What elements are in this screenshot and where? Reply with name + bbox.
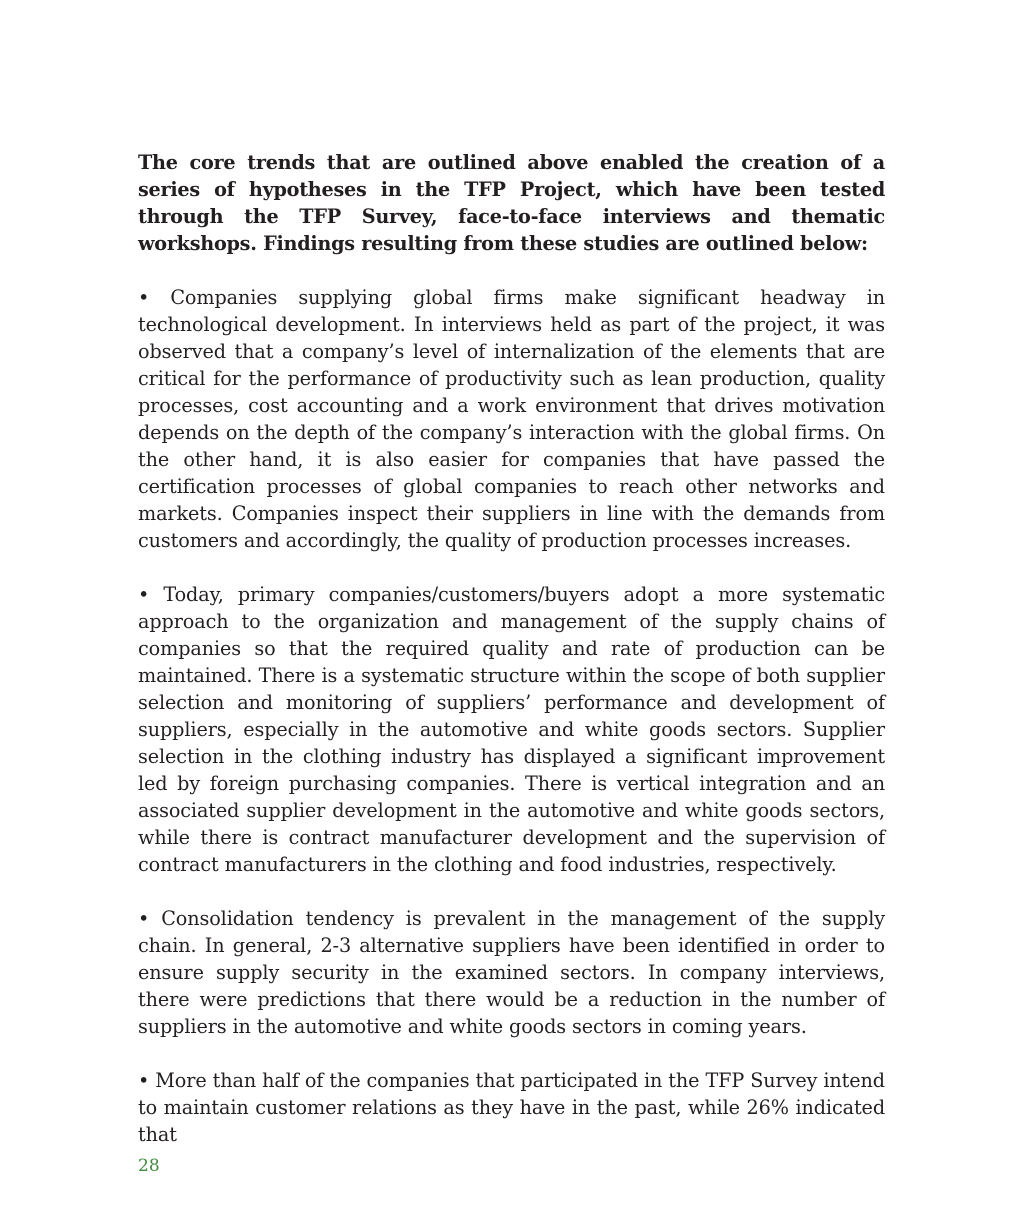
page-number: 28 bbox=[138, 1156, 160, 1176]
bullet-paragraph-consolidation: • Consolidation tendency is prevalent in the management of the supply chain. In general, 2-3 alternative suppliers have been identified in order to ensure supply security in the examined sectors. In company interviews, there were predictions that there would be a reduction in the number of suppliers in the automotive and white goods sectors in coming years. bbox=[138, 907, 885, 1038]
page-body bbox=[138, 149, 885, 1175]
intro-paragraph: The core trends that are outlined above enabled the creation of a series of hypotheses in the TFP Project, which have been tested through the TFP Survey, face-to-face interviews and thematic workshops. Findings resulting from these studies are outlined below: bbox=[138, 151, 885, 255]
bullet-paragraph-global-firms: • Companies supplying global firms make significant headway in technological development. In interviews held as part of the project, it was observed that a company’s level of internalization of the elements that are critical for the performance of productivity such as lean production, quality processes, cost accounting and a work environment that drives motivation depends on the depth of the company’s interaction with the global firms. On the other hand, it is also easier for companies that have passed the certification processes of global companies to reach other networks and markets. Companies inspect their suppliers in line with the demands from customers and accordingly, the quality of production processes increases. bbox=[138, 286, 885, 552]
bullet-paragraph-customer-relations: • More than half of the companies that participated in the TFP Survey intend to maintain customer relations as they have in the past, while 26% indicated that bbox=[138, 1069, 885, 1146]
bullet-paragraph-supply-chain-management: • Today, primary companies/customers/buyers adopt a more systematic approach to the organization and management of the supply chains of companies so that the required quality and rate of production can be maintained. There is a systematic structure within the scope of both supplier selection and monitoring of suppliers’ performance and development of suppliers, especially in the automotive and white goods sectors. Supplier selection in the clothing industry has displayed a significant improvement led by foreign purchasing companies. There is vertical integration and an associated supplier development in the automotive and white goods sectors, while there is contract manufacturer development and the supervision of contract manufacturers in the clothing and food industries, respectively. bbox=[138, 583, 885, 876]
